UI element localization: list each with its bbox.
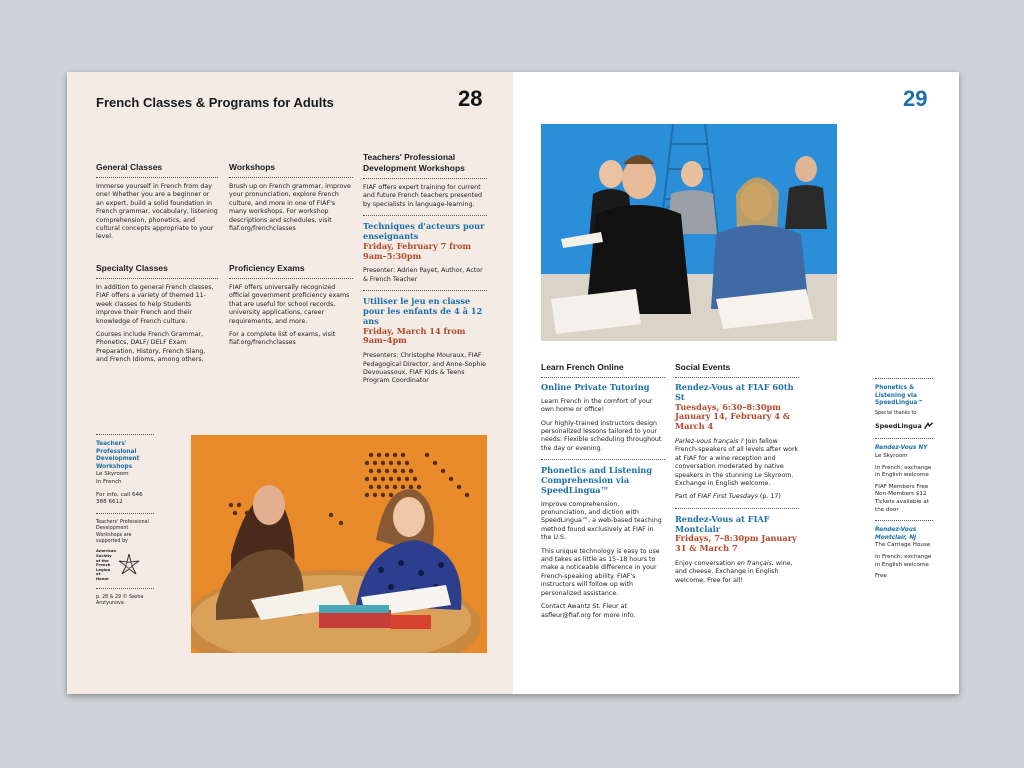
- divider: [875, 438, 933, 439]
- legion-logo: [96, 549, 154, 581]
- event2-date: Friday, March 14 from 9am–4pm: [363, 325, 466, 346]
- teachers-workshops-section: [363, 152, 487, 391]
- event1-title: Techniques d'acteurs pour enseignants: [363, 221, 485, 242]
- rvm-body-pre: Enjoy conversation: [675, 560, 735, 568]
- workshops-body: Brush up on French grammar, improve your pronunciation, explore French culture, and more in one of FIAF's many workshops. For workshop descriptions and schedules, visit fiaf.org/frenchclasses: [229, 183, 351, 233]
- divider: [96, 588, 154, 589]
- right-sidebar: [875, 378, 933, 581]
- rvm-title: Rendez-Vous at FIAF Montclair: [675, 513, 770, 534]
- rv60-body-italic: Parlez-vous français ?: [675, 437, 744, 445]
- rvmontclair-location: The Carriage House: [875, 542, 931, 549]
- rvm-body-italic: en français,: [737, 560, 774, 568]
- event1-date: Friday, February 7 from 9am–5:30pm: [363, 240, 472, 261]
- divider: [875, 520, 933, 521]
- rvny-heading: Rendez-Vous NY: [875, 445, 928, 452]
- divider: [541, 459, 665, 460]
- social-events-heading: Social Events: [675, 362, 799, 378]
- page-number-left: 28: [458, 86, 483, 111]
- phonetics-details: This unique technology is easy to use and takes as little as 15–18 hours to make a noticeable difference in your French-speaking ability. FIAF's instructors will follow up with personalized assistance.: [541, 547, 660, 597]
- rvm-date: Fridays, 7–8:30pm January 31 & March 7: [675, 533, 797, 554]
- phonetics-title: Phonetics and Listening Comprehension via SpeedLingua™: [541, 465, 653, 495]
- divider: [363, 290, 487, 291]
- sidebar-support: Teachers' Professional Development Workshops are supported by: [96, 519, 149, 544]
- rv60-page-ref: (p. 17): [759, 493, 781, 501]
- left-page: [67, 72, 513, 694]
- specialty-classes-body: In addition to general French classes, FIAF offers a variety of themed 11-week classes to help Students improve their French and their knowledge of French culture.: [96, 284, 214, 325]
- divider: [96, 513, 154, 514]
- rvny-language: In French; exchange in English welcome: [875, 464, 932, 479]
- rvmontclair-fee: Free: [875, 573, 887, 580]
- proficiency-exams-section: [229, 263, 353, 353]
- legion-star-icon: [117, 553, 141, 577]
- divider: [675, 508, 799, 509]
- general-classes-body: Immerse yourself in French from day one! Whether you are a beginner or an expert, build a solid foundation in French grammar, vocabulary, listening comprehension, phonetics, and cultural concepts appropriate to your level.: [96, 183, 218, 241]
- sidebar-language: In French: [96, 478, 122, 485]
- sidebar-info: For info, call 646 388 6612: [96, 491, 143, 506]
- rvmontclair-language: In French; exchange in English welcome: [875, 553, 932, 568]
- specialty-classes-heading: Specialty Classes: [96, 263, 218, 279]
- specialty-classes-section: [96, 263, 218, 370]
- phonetics-contact: Contact Awantz St. Fleur at asfleur@fiaf.org for more info.: [541, 603, 636, 619]
- divider: [363, 215, 487, 216]
- speedlingua-logo: [875, 420, 933, 432]
- rvmontclair-heading: Rendez-Vous Montclair, NJ: [875, 527, 917, 541]
- magazine-spread: [67, 72, 959, 694]
- teachers-workshops-body: FIAF offers expert training for current and future French teachers presented by specialists in language-learning.: [363, 184, 482, 208]
- workshops-section: [229, 162, 353, 238]
- rv60-body-text: Join fellow French-speakers of all levels after work at FIAF for a wine reception and conversation moderated by native speakers in the stunning Le Skyroom. Exchange in English welcome.: [675, 437, 799, 488]
- right-page: [513, 72, 959, 694]
- rv60-part-of-label: Part of: [675, 493, 696, 501]
- sidebar-teachers-heading: Teachers' Professional Development Workshops: [96, 441, 140, 470]
- social-events-section: [675, 362, 799, 590]
- left-sidebar: [96, 434, 154, 607]
- divider: [875, 378, 933, 379]
- speedlingua-mark-icon: [924, 420, 933, 432]
- general-classes-section: [96, 162, 218, 247]
- legion-logo-text: American Society of the French Legion of Honor: [96, 548, 117, 581]
- divider: [96, 434, 154, 435]
- rvm-body: [675, 560, 799, 585]
- rv60-date: Tuesdays, 6:30–8:30pm January 14, February 4 & March 4: [675, 401, 791, 432]
- tutoring-details: Our highly-trained instructors design personalized lessons tailored to your needs. Flexible scheduling throughout the day or evening.: [541, 419, 662, 452]
- teachers-workshops-heading: Teachers' Professional Development Workshops: [363, 152, 487, 179]
- proficiency-exams-heading: Proficiency Exams: [229, 263, 353, 279]
- workshops-heading: Workshops: [229, 162, 353, 178]
- rv60-part-of: [675, 493, 799, 501]
- learn-online-section: [541, 362, 665, 625]
- speedlingua-logo-text: SpeedLingua: [875, 422, 922, 431]
- general-classes-heading: General Classes: [96, 162, 218, 178]
- proficiency-exams-link: For a complete list of exams, visit fiaf.org/frenchclasses: [229, 331, 336, 347]
- first-tuesdays-link: FIAF First Tuesdays: [697, 493, 758, 501]
- sidebar-thanks: Special thanks to: [875, 410, 917, 416]
- proficiency-exams-body: FIAF offers universally recognized official government proficiency exams that are useful for school records, university applications, career requirements, and more.: [229, 284, 350, 325]
- sidebar-phonetics-heading: Phonetics & Listening via SpeedLingua™: [875, 385, 924, 407]
- specialty-classes-courses: Courses include French Grammar, Phonetics, DALF/ DELF Exam Preparation, History, French Slang, and French Idioms, among others.: [96, 331, 206, 364]
- sidebar-location: Le Skyroom: [96, 471, 129, 478]
- students-photo: [191, 435, 487, 653]
- event2-presenters: Presenters: Christophe Mouraux, FIAF Pedagogical Director, and Anne-Sophie Devouassoux, FIAF Kids & Teens Program Coordinator: [363, 352, 487, 385]
- rvm-body-post: wine, and cheese. Exchange in English welcome. Free for all!: [675, 560, 793, 584]
- rv60-body: [675, 438, 799, 488]
- tutoring-body: Learn French in the comfort of your own home or office!: [541, 397, 653, 414]
- rv60-title: Rendez-Vous at FIAF 60th St: [675, 382, 794, 402]
- page-title: French Classes & Programs for Adults: [96, 95, 334, 110]
- photo-credit: p. 28 & 29 © Sasha Arutyunova: [96, 594, 144, 606]
- tutoring-title: Online Private Tutoring: [541, 382, 650, 392]
- event2-title: Utiliser le jeu en classe pour les enfants de 4 à 12 ans: [363, 296, 483, 326]
- rvny-location: Le Skyroom: [875, 452, 908, 459]
- rvny-fees: FIAF Members Free Non-Members $12 Tickets available at the door: [875, 483, 929, 513]
- page-number-right: 29: [903, 86, 928, 111]
- learn-online-heading: Learn French Online: [541, 362, 665, 378]
- phonetics-body: Improve comprehension, pronunciation, and diction with SpeedLingua™, a web-based teaching method found exclusively at FIAF in the U.S.: [541, 500, 662, 542]
- event1-presenter: Presenter: Adrien Payet, Author, Actor & French Teacher: [363, 267, 483, 283]
- classroom-photo: [541, 124, 837, 341]
